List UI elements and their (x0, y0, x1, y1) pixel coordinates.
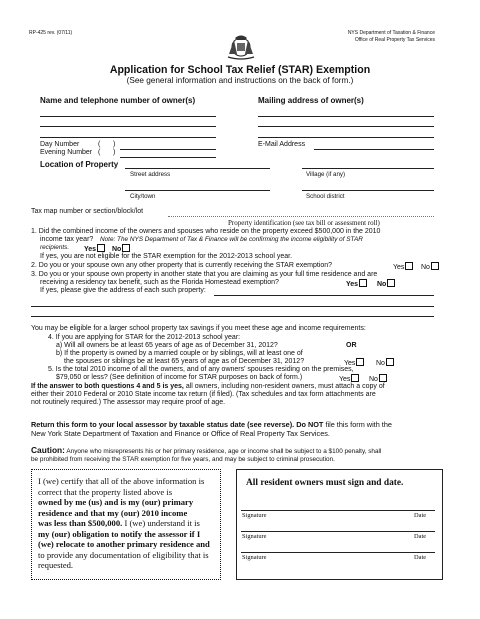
caution-text-2: be prohibited from receiving the STAR exemption for five years, and may be subject to criminal prosecution. (31, 456, 335, 463)
mailing-line-3[interactable] (258, 137, 434, 138)
q5-yes-checkbox[interactable] (351, 374, 359, 382)
q1-if-yes: If yes, you are not eligible for the STAR exemption for the 2012-2013 school year. (40, 253, 293, 260)
q1-no-checkbox[interactable] (122, 244, 130, 252)
school-district-label: School district (306, 193, 345, 200)
q3-no-checkbox[interactable] (387, 279, 395, 287)
q2-text: 2. Do you or your spouse own any other property that is currently receiving the STAR exemption? (31, 262, 333, 269)
if-both-yes-text-3: not routinely required.) The assessor may require proof of age. (31, 399, 226, 406)
evening-number-field[interactable] (120, 157, 216, 158)
email-field[interactable] (314, 149, 434, 150)
cert-line-5-rest: I (we) understand it is (124, 518, 200, 528)
q1-note-2: recipients. (40, 244, 70, 251)
mailing-address-label: Mailing address of owner(s) (258, 96, 364, 105)
agency-office: Office of Real Property Tax Services (354, 37, 435, 43)
cert-line-7: (we) relocate to another primary residence and (38, 539, 210, 549)
cert-line-9: requested. (38, 560, 74, 570)
cert-line-4: residence and that my (our) 2010 income (38, 507, 188, 518)
street-address-label: Street address (130, 171, 171, 178)
cert-line-1: I (we) certify that all of the above information is (38, 476, 205, 486)
evening-number-label: Evening Number (40, 149, 93, 156)
q4a-text: a) Will all owners be at least 65 years of age as of December 31, 2012? (56, 342, 278, 349)
q4-text: 4. If you are applying for STAR for the 2012-2013 school year: (48, 334, 241, 341)
cert-line-3: owned by me (us) and is my (our) primary (38, 497, 194, 507)
q1-yes-checkbox[interactable] (97, 244, 105, 252)
q1-no-label: No (112, 246, 122, 253)
q1-yes[interactable] (84, 244, 105, 253)
date-label-2: Date (414, 533, 427, 540)
q1-text-2: income tax year? (40, 236, 94, 243)
q5-yes-label: Yes (339, 376, 351, 383)
q3-yes-checkbox[interactable] (359, 279, 367, 287)
day-paren-open: ( (98, 141, 101, 148)
evening-paren-open: ( (98, 149, 101, 156)
q3-if-yes: If yes, please give the address of each such property: (40, 287, 206, 294)
state-seal-icon (225, 34, 257, 60)
city-field[interactable] (125, 190, 270, 191)
other-property-field-3[interactable] (31, 316, 434, 317)
cert-line-6: my (our) obligation to notify the assessor if I (38, 528, 201, 539)
caution-text (31, 445, 381, 455)
tax-map-field[interactable] (168, 216, 434, 217)
q4b-text-2: the spouses or siblings be at least 65 years of age as of December 31, 2012? (64, 358, 305, 365)
q4-yes-label: Yes (344, 360, 356, 367)
q5-no[interactable] (369, 374, 387, 383)
page-title: Application for School Tax Relief (STAR) Exemption (109, 64, 371, 76)
signature-label-1: Signature (242, 512, 267, 519)
q2-yes-label: Yes (393, 264, 405, 271)
date-label-1: Date (414, 512, 427, 519)
q4b-text: b) If the property is owned by a married couple or by siblings, will at least one of (56, 350, 303, 357)
if-both-yes-bold: If the answer to both questions 4 and 5 is yes, (31, 383, 184, 390)
q5-yes[interactable] (339, 374, 359, 383)
q3-yes[interactable] (346, 279, 367, 288)
email-label: E-Mail Address (258, 141, 306, 148)
street-address-field[interactable] (125, 168, 270, 169)
if-both-yes-text-2: either their 2010 Federal or 2010 State income tax return (if filed). (Tax schedules and tax form attachments are (31, 391, 376, 398)
q5-no-checkbox[interactable] (379, 374, 387, 382)
mailing-line-1[interactable] (258, 116, 434, 117)
return-note (31, 420, 392, 429)
signature-label-3: Signature (242, 554, 267, 561)
q4-no[interactable] (376, 358, 394, 367)
location-label: Location of Property (40, 160, 119, 169)
q1-yes-label: Yes (84, 246, 97, 253)
or-label: OR (346, 342, 357, 349)
return-note-bold: Return this form to your local assessor by taxable status date (see reverse). (31, 420, 295, 429)
form-number: RP-425 rev. (07/11) (29, 30, 73, 36)
village-label: Village (if any) (306, 171, 346, 178)
school-district-field[interactable] (302, 190, 434, 191)
mailing-line-2[interactable] (258, 126, 434, 127)
signature-line-1[interactable] (241, 510, 435, 511)
other-property-field-1[interactable] (214, 295, 434, 296)
day-number-field[interactable] (120, 149, 216, 150)
q5-text-2: $79,050 or less? (See definition of income for STAR purposes on back of form.) (56, 374, 303, 381)
signature-line-3[interactable] (241, 552, 435, 553)
do-not-label: Do NOT (296, 420, 324, 429)
q5-no-label: No (369, 376, 378, 383)
cert-line-5 (38, 518, 210, 529)
q5-text: 5. Is the total 2010 income of all the owners, and of any owners' spouses residing on the premises, (48, 366, 354, 373)
q1-text: 1. Did the combined income of the owners and spouses who reside on the property exceed $500,000 in the 2010 (31, 228, 381, 235)
signature-box-title: All resident owners must sign and date. (246, 478, 404, 488)
agency-name: NYS Department of Taxation & Finance (347, 30, 435, 36)
q2-no[interactable] (421, 262, 439, 271)
cert-line-8: to provide any documentation of eligibility that is (38, 549, 209, 560)
caution-label: Caution: (31, 445, 65, 455)
owner-name-line-2[interactable] (40, 126, 216, 127)
date-label-3: Date (414, 554, 427, 561)
q3-yes-label: Yes (346, 281, 359, 288)
q4-yes-checkbox[interactable] (356, 358, 364, 366)
q3-text: 3. Do you or your spouse own property in another state that you are claiming as your full time residence and are (31, 271, 378, 278)
owner-name-line-1[interactable] (40, 116, 216, 117)
page-subtitle: (See general information and instructions on the back of form.) (126, 76, 354, 85)
day-number-label: Day Number (40, 141, 80, 148)
q2-yes-checkbox[interactable] (405, 262, 413, 270)
cert-line-5-bold: was less than $500,000. (38, 518, 123, 528)
owner-name-label: Name and telephone number of owner(s) (40, 96, 196, 105)
q3-no-label: No (377, 281, 387, 288)
certification-text (38, 476, 210, 571)
if-both-yes-rest: all owners, including non-resident owners, must attach a copy of (185, 383, 385, 390)
return-note-2: New York State Department of Taxation and Finance or Office of Real Property Tax Services. (31, 429, 330, 438)
q2-no-checkbox[interactable] (431, 262, 439, 270)
evening-paren-close: ) (113, 149, 116, 156)
day-paren-close: ) (113, 141, 116, 148)
q3-text-2: receiving a residency tax benefit, such as the Florida Homestead exemption? (40, 279, 279, 286)
city-label: City/town (130, 193, 156, 200)
village-field[interactable] (302, 168, 434, 169)
return-note-rest: file this form with the (325, 420, 392, 429)
q2-no-label: No (421, 264, 430, 271)
q1-note: Note: The NYS Department of Tax & Finance will be confirming the income eligibility of STAR (100, 236, 363, 243)
enhanced-intro: You may be eligible for a larger school property tax savings if you meet these age and income requirements: (31, 325, 366, 332)
q2-yes[interactable] (393, 262, 413, 271)
q3-no[interactable] (377, 279, 395, 288)
signature-line-2[interactable] (241, 531, 435, 532)
q4-no-label: No (376, 360, 385, 367)
q4-no-checkbox[interactable] (386, 358, 394, 366)
signature-label-2: Signature (242, 533, 267, 540)
owner-name-line-3[interactable] (40, 137, 216, 138)
cert-line-2: correct that the property listed above is (38, 486, 173, 497)
tax-map-label: Tax map number or section/block/lot (31, 208, 144, 215)
caution-body: Anyone who misrepresents his or her primary residence, age or income shall be subject to a $100 penalty, shall (66, 448, 382, 455)
property-id-label: Property identification (see tax bill or assessment roll) (228, 219, 380, 227)
if-both-yes-text (31, 383, 385, 390)
q1-no[interactable] (112, 244, 130, 253)
other-property-field-2[interactable] (31, 306, 434, 307)
